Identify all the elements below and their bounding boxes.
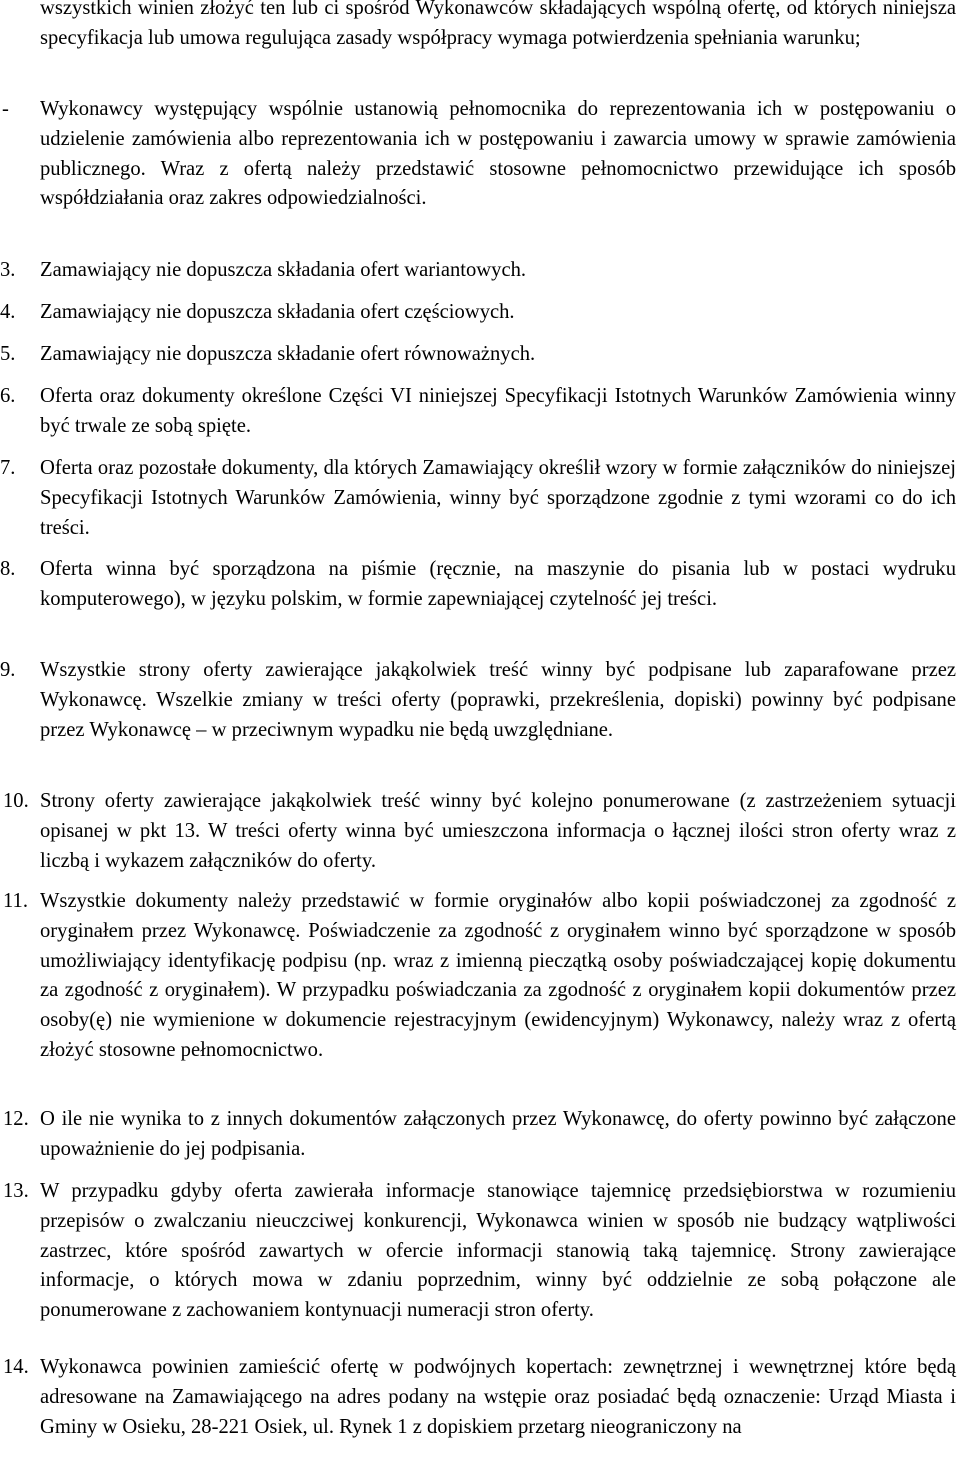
list-item-6 [0,382,956,442]
item-text: O ile nie wynika to z innych dokumentów załączonych przez Wykonawcę, do oferty powinno być załączone upoważnienie do jej podpisania. [40,1108,956,1160]
list-item-12 [3,1105,956,1165]
list-item-5 [0,340,956,370]
item-number: 8. [0,558,16,580]
list-item-9 [0,656,956,745]
item-text: Wykonawca powinien zamieścić ofertę w podwójnych kopertach: zewnętrznej i wewnętrznej które będą adresowane na Zamawiającego na adres podany na wstępie oraz posiadać będą oznaczenie: Urząd Miasta i Gminy w Osieku, 28-221 Osiek, ul. Rynek 1 z dopiskiem przetarg nieograniczony na [40,1356,956,1438]
list-item-14 [3,1353,956,1442]
list-item-7 [0,454,956,543]
intro-continuation-paragraph: wszystkich winien złożyć ten lub ci spośród Wykonawców składających wspólną ofertę, od których niniejsza specyfikacja lub umowa regulująca zasady współpracy wymaga potwierdzenia spełniania warunku; [40,0,956,49]
item-number: 12. [3,1108,29,1130]
item-text: Strony oferty zawierające jakąkolwiek treść winny być kolejno ponumerowane (z zastrzeżeniem sytuacji opisanej w pkt 13. W treści oferty winna być umieszczona informacja o łącznej ilości stron oferty wraz z liczbą i wykazem załączników do oferty. [40,790,956,872]
item-number: 11. [3,890,28,912]
item-number: 10. [3,790,29,812]
list-item-13 [3,1177,956,1326]
list-item-4 [0,298,956,328]
dash-list-item [2,95,956,214]
item-number: 3. [0,259,16,281]
item-text: Wszystkie dokumenty należy przedstawić w formie oryginałów albo kopii poświadczonej za zgodność z oryginałem przez Wykonawcę. Poświadczenie za zgodność z oryginałem winno być sporządzone w sposób umożliwiający identyfikację podpisu (np. wraz z imienną pieczątką osoby poświadczającej kopię dokumentu za zgodność z oryginałem). W przypadku poświadczania za zgodność z oryginałem kopii dokumentów przez osoby(ę) nie wymienione w dokumencie rejestracyjnym (ewidencyjnym) Wykonawcy, należy wraz z ofertą złożyć stosowne pełnomocnictwo. [40,890,956,1061]
item-number: 4. [0,301,16,323]
item-text: Oferta oraz dokumenty określone Części VI niniejszej Specyfikacji Istotnych Warunków Zamówienia winny być trwale ze sobą spięte. [40,385,956,437]
list-item-11 [3,887,956,1066]
item-number: 13. [3,1180,29,1202]
item-text: Zamawiający nie dopuszcza składania ofert wariantowych. [40,259,527,281]
item-text: Oferta winna być sporządzona na piśmie (ręcznie, na maszynie do pisania lub w postaci wydruku komputerowego), w języku polskim, w formie zapewniającej czytelność jej treści. [40,558,956,610]
item-text: Oferta oraz pozostałe dokumenty, dla których Zamawiający określił wzory w formie załączników do niniejszej Specyfikacji Istotnych Warunków Zamówienia, winny być sporządzone zgodnie z tymi wzorami co do ich treści. [40,457,956,539]
dash-item-text: Wykonawcy występujący wspólnie ustanowią pełnomocnika do reprezentowania ich w postępowaniu o udzielenie zamówienia albo reprezentowania ich w postępowaniu i zawarcia umowy w sprawie zamówienia publicznego. Wraz z ofertą należy przedstawić stosowne pełnomocnictwo przewidujące ich sposób współdziałania oraz zakres odpowiedzialności. [40,98,956,210]
item-text: Wszystkie strony oferty zawierające jakąkolwiek treść winny być podpisane lub zaparafowane przez Wykonawcę. Wszelkie zmiany w treści oferty (poprawki, przekreślenia, dopiski) powinny być podpisane przez Wykonawcę – w przeciwnym wypadku nie będą uwzględniane. [40,659,956,741]
list-item-10 [3,787,956,876]
item-number: 5. [0,343,16,365]
item-number: 7. [0,457,16,479]
item-text: Zamawiający nie dopuszcza składania ofert częściowych. [40,301,515,323]
item-number: 6. [0,385,16,407]
list-item-3 [0,256,956,286]
item-number: 9. [0,659,16,681]
dash-marker: - [2,98,9,120]
item-text: W przypadku gdyby oferta zawierała informacje stanowiące tajemnicę przedsiębiorstwa w rozumieniu przepisów o zwalczaniu nieuczciwej konkurencji, Wykonawca winien w sposób nie budzący wątpliwości zastrzec, które spośród zawartych w ofercie informacji stanowią taką tajemnicę. Strony zawierające informacje, o których mowa w zdaniu poprzednim, winny być oddzielnie ze sobą połączone ale ponumerowane z zachowaniem kontynuacji numeracji stron oferty. [40,1180,956,1322]
list-item-8 [0,555,956,615]
item-number: 14. [3,1356,29,1378]
item-text: Zamawiający nie dopuszcza składanie ofert równoważnych. [40,343,536,365]
